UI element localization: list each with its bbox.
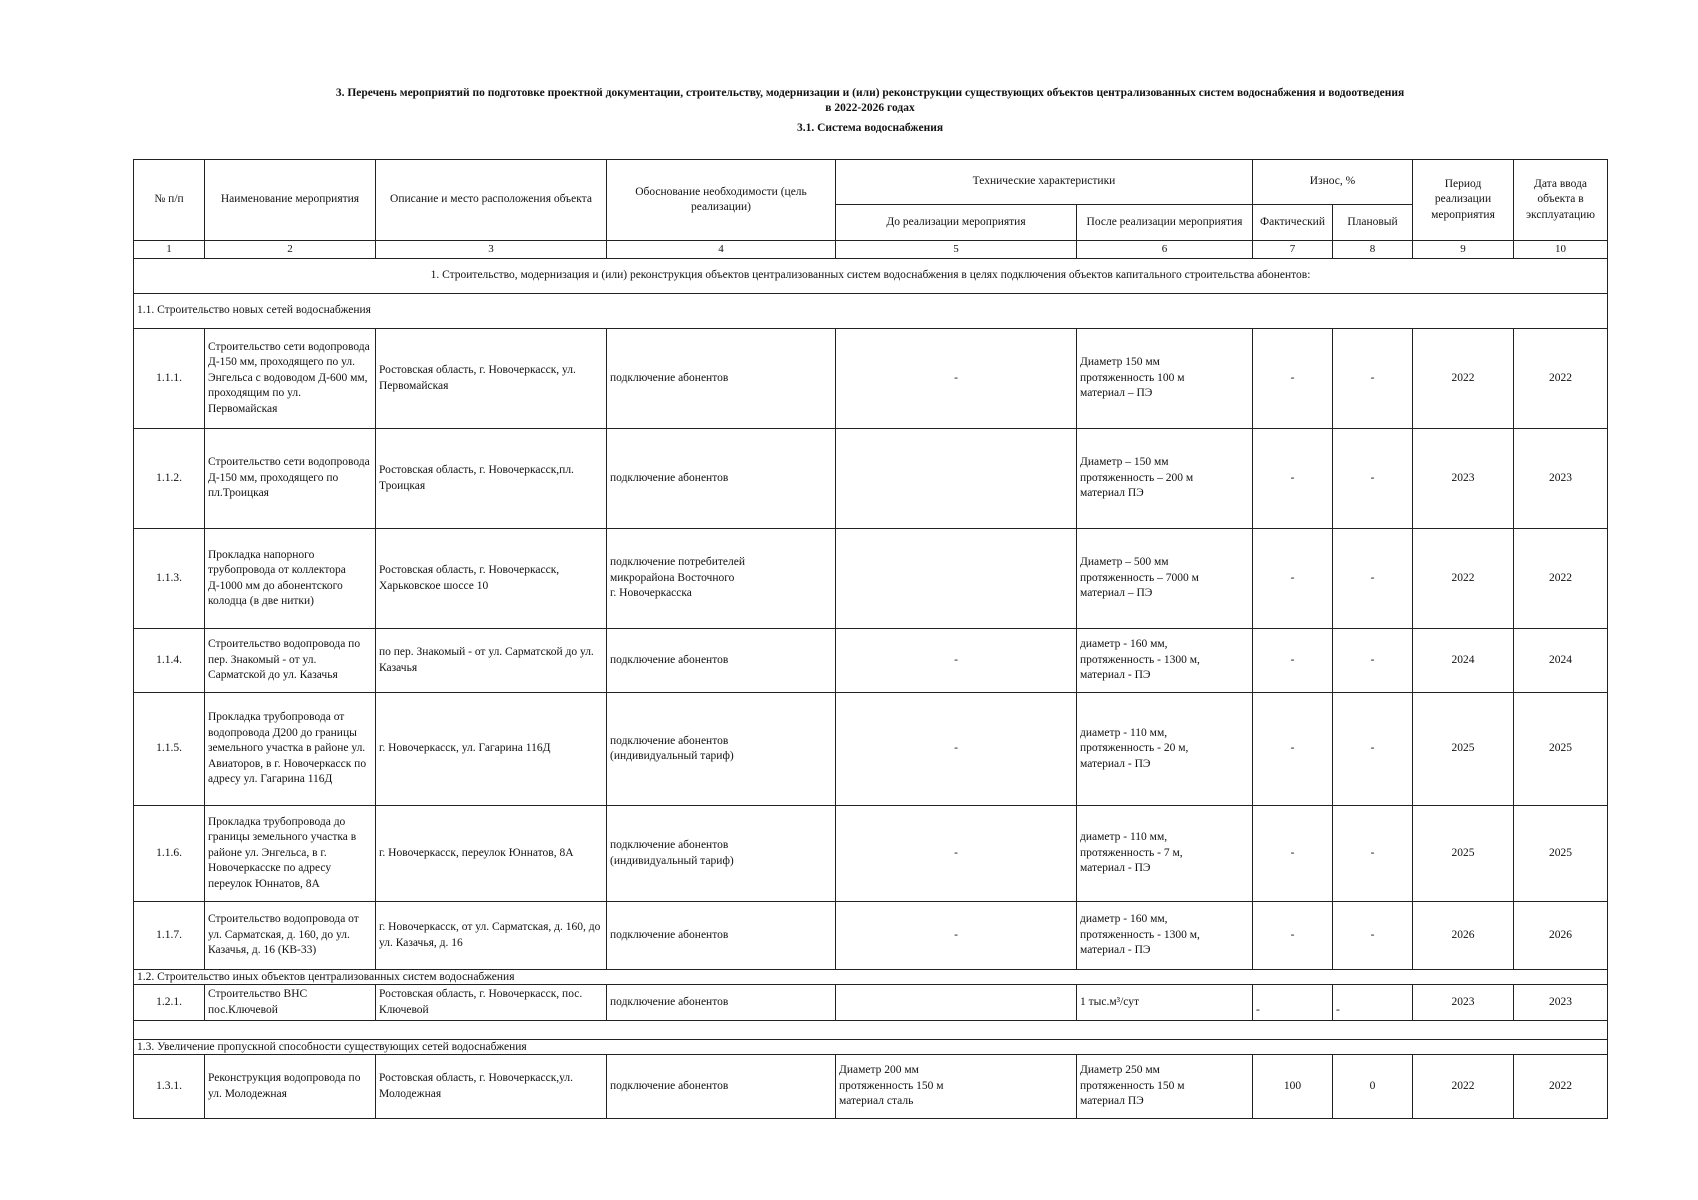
row-reason: подключение абонентов <box>607 1055 836 1119</box>
row-num: 1.1.5. <box>134 693 205 806</box>
row-desc: Ростовская область, г. Новочеркасск, ул. Первомайская <box>376 329 607 429</box>
row-period: 2025 <box>1413 693 1514 806</box>
col-number: 1 <box>134 241 205 259</box>
row-plan: - <box>1333 985 1413 1021</box>
row-num: 1.1.2. <box>134 429 205 529</box>
row-num: 1.1.4. <box>134 629 205 693</box>
row-fact: - <box>1253 429 1333 529</box>
row-reason: подключение потребителей микрорайона Восточного г. Новочеркасска <box>607 529 836 629</box>
col-number: 6 <box>1077 241 1253 259</box>
col-number: 5 <box>836 241 1077 259</box>
row-period: 2022 <box>1413 529 1514 629</box>
row-name: Строительство сети водопровода Д-150 мм, проходящего по пл.Троицкая <box>205 429 376 529</box>
row-fact: - <box>1253 329 1333 429</box>
table-row <box>134 329 1608 429</box>
row-before: - <box>836 902 1077 970</box>
table-row <box>134 529 1608 629</box>
row-num: 1.1.6. <box>134 806 205 902</box>
header-plan: Плановый <box>1333 205 1413 241</box>
row-name: Строительство сети водопровода Д-150 мм, проходящего по ул. Энгельса с водоводом Д-600 мм, проходящим по ул. Первомайская <box>205 329 376 429</box>
row-period: 2023 <box>1413 985 1514 1021</box>
row-name: Прокладка трубопровода до границы земельного участка в районе ул. Энгельса, в г. Новочеркасске по адресу переулок Юннатов, 8А <box>205 806 376 902</box>
row-plan: - <box>1333 693 1413 806</box>
table-row <box>134 629 1608 693</box>
row-after: Диаметр – 150 мм протяженность – 200 м материал ПЭ <box>1077 429 1253 529</box>
row-plan: - <box>1333 329 1413 429</box>
row-period: 2022 <box>1413 329 1514 429</box>
row-reason: подключение абонентов <box>607 985 836 1021</box>
col-number: 9 <box>1413 241 1514 259</box>
row-after: диаметр - 160 мм, протяженность - 1300 м, материал - ПЭ <box>1077 902 1253 970</box>
group-1-heading: 1. Строительство, модернизация и (или) реконструкция объектов централизованных систем водоснабжения в целях подключения объектов капитального строительства абонентов: <box>134 259 1608 294</box>
row-before: - <box>836 329 1077 429</box>
row-period: 2022 <box>1413 1055 1514 1119</box>
row-date: 2023 <box>1514 985 1608 1021</box>
header-row-1 <box>134 160 1608 205</box>
row-desc: г. Новочеркасск, переулок Юннатов, 8А <box>376 806 607 902</box>
row-plan: 0 <box>1333 1055 1413 1119</box>
row-plan: - <box>1333 429 1413 529</box>
row-after: 1 тыс.м³/сут <box>1077 985 1253 1021</box>
row-name: Строительство ВНС пос.Ключевой <box>205 985 376 1021</box>
subgroup-row <box>134 294 1608 329</box>
row-desc: Ростовская область, г. Новочеркасск,пл. Троицкая <box>376 429 607 529</box>
header-date: Дата ввода объекта в эксплуатацию <box>1514 160 1608 241</box>
subgroup-1-1-heading: 1.1. Строительство новых сетей водоснабжения <box>134 294 1608 329</box>
row-plan: - <box>1333 529 1413 629</box>
header-period: Период реализации мероприятия <box>1413 160 1514 241</box>
row-before: - <box>836 693 1077 806</box>
row-desc: г. Новочеркасск, ул. Гагарина 116Д <box>376 693 607 806</box>
row-fact: - <box>1253 529 1333 629</box>
row-period: 2026 <box>1413 902 1514 970</box>
row-date: 2026 <box>1514 902 1608 970</box>
column-number-row <box>134 241 1608 259</box>
title-line-1: 3. Перечень мероприятий по подготовке проектной документации, строительству, модернизации и (или) реконструкции существующих объектов централизованных систем водоснабжения и водоотведения <box>335 87 1405 99</box>
header-tech: Технические характеристики <box>836 160 1253 205</box>
row-period: 2023 <box>1413 429 1514 529</box>
row-num: 1.1.7. <box>134 902 205 970</box>
row-after: диаметр - 160 мм, протяженность - 1300 м, материал - ПЭ <box>1077 629 1253 693</box>
table-row <box>134 806 1608 902</box>
row-date: 2024 <box>1514 629 1608 693</box>
row-num: 1.1.1. <box>134 329 205 429</box>
measures-table <box>133 159 1608 1119</box>
row-after: Диаметр 150 мм протяженность 100 м материал – ПЭ <box>1077 329 1253 429</box>
row-num: 1.1.3. <box>134 529 205 629</box>
row-desc: Ростовская область, г. Новочеркасск, Харьковское шоссе 10 <box>376 529 607 629</box>
row-fact: 100 <box>1253 1055 1333 1119</box>
row-desc: по пер. Знакомый - от ул. Сарматской до ул. Казачья <box>376 629 607 693</box>
table-row <box>134 429 1608 529</box>
row-name: Прокладка напорного трубопровода от коллектора Д-1000 мм до абонентского колодца (в две нитки) <box>205 529 376 629</box>
row-num: 1.3.1. <box>134 1055 205 1119</box>
header-name: Наименование мероприятия <box>205 160 376 241</box>
table-row <box>134 1055 1608 1119</box>
header-fact: Фактический <box>1253 205 1333 241</box>
header-before: До реализации мероприятия <box>836 205 1077 241</box>
subgroup-1-2-heading: 1.2. Строительство иных объектов централизованных систем водоснабжения <box>134 970 1608 985</box>
header-num: № п/п <box>134 160 205 241</box>
header-reason: Обоснование необходимости (цель реализации) <box>607 160 836 241</box>
row-reason: подключение абонентов (индивидуальный тариф) <box>607 693 836 806</box>
row-before: - <box>836 806 1077 902</box>
row-num: 1.2.1. <box>134 985 205 1021</box>
subgroup-row <box>134 1040 1608 1055</box>
row-before: Диаметр 200 мм протяженность 150 м материал сталь <box>836 1055 1077 1119</box>
row-after: Диаметр – 500 мм протяженность – 7000 м материал – ПЭ <box>1077 529 1253 629</box>
row-before <box>836 985 1077 1021</box>
row-reason: подключение абонентов (индивидуальный тариф) <box>607 806 836 902</box>
row-after: диаметр - 110 мм, протяженность - 20 м, материал - ПЭ <box>1077 693 1253 806</box>
section-title: 3.1. Система водоснабжения <box>796 122 944 134</box>
row-reason: подключение абонентов <box>607 629 836 693</box>
row-plan: - <box>1333 629 1413 693</box>
row-before: - <box>836 629 1077 693</box>
row-fact: - <box>1253 629 1333 693</box>
subgroup-1-3-heading: 1.3. Увеличение пропускной способности существующих сетей водоснабжения <box>134 1040 1608 1055</box>
table-row <box>134 985 1608 1021</box>
row-name: Строительство водопровода по пер. Знакомый - от ул. Сарматской до ул. Казачья <box>205 629 376 693</box>
title-line-2: в 2022-2026 годах <box>825 102 915 114</box>
subgroup-row <box>134 970 1608 985</box>
row-reason: подключение абонентов <box>607 329 836 429</box>
table-row <box>134 902 1608 970</box>
row-date: 2022 <box>1514 329 1608 429</box>
col-number: 10 <box>1514 241 1608 259</box>
header-wear: Износ, % <box>1253 160 1413 205</box>
table-row <box>134 693 1608 806</box>
col-number: 8 <box>1333 241 1413 259</box>
row-plan: - <box>1333 902 1413 970</box>
row-desc: Ростовская область, г. Новочеркасск, пос. Ключевой <box>376 985 607 1021</box>
row-fact: - <box>1253 985 1333 1021</box>
row-after: диаметр - 110 мм, протяженность - 7 м, материал - ПЭ <box>1077 806 1253 902</box>
row-fact: - <box>1253 902 1333 970</box>
row-period: 2025 <box>1413 806 1514 902</box>
row-date: 2023 <box>1514 429 1608 529</box>
row-date: 2025 <box>1514 806 1608 902</box>
row-before <box>836 429 1077 529</box>
row-reason: подключение абонентов <box>607 429 836 529</box>
row-plan: - <box>1333 806 1413 902</box>
row-reason: подключение абонентов <box>607 902 836 970</box>
row-name: Строительство водопровода от ул. Сарматская, д. 160, до ул. Казачья, д. 16 (КВ-33) <box>205 902 376 970</box>
document-title <box>230 86 1510 116</box>
row-after: Диаметр 250 мм протяженность 150 м материал ПЭ <box>1077 1055 1253 1119</box>
col-number: 7 <box>1253 241 1333 259</box>
row-date: 2022 <box>1514 1055 1608 1119</box>
row-desc: Ростовская область, г. Новочеркасск,ул. Молодежная <box>376 1055 607 1119</box>
group-row <box>134 259 1608 294</box>
row-desc: г. Новочеркасск, от ул. Сарматская, д. 160, до ул. Казачья, д. 16 <box>376 902 607 970</box>
row-date: 2025 <box>1514 693 1608 806</box>
row-fact: - <box>1253 806 1333 902</box>
header-after: После реализации мероприятия <box>1077 205 1253 241</box>
col-number: 4 <box>607 241 836 259</box>
row-date: 2022 <box>1514 529 1608 629</box>
col-number: 3 <box>376 241 607 259</box>
row-name: Реконструкция водопровода по ул. Молодежная <box>205 1055 376 1119</box>
header-desc: Описание и место расположения объекта <box>376 160 607 241</box>
col-number: 2 <box>205 241 376 259</box>
spacer-row <box>134 1021 1608 1040</box>
row-before <box>836 529 1077 629</box>
row-fact: - <box>1253 693 1333 806</box>
row-period: 2024 <box>1413 629 1514 693</box>
row-name: Прокладка трубопровода от водопровода Д200 до границы земельного участка в районе ул. Авиаторов, в г. Новочеркасск по адресу ул. Гагарина 116Д <box>205 693 376 806</box>
